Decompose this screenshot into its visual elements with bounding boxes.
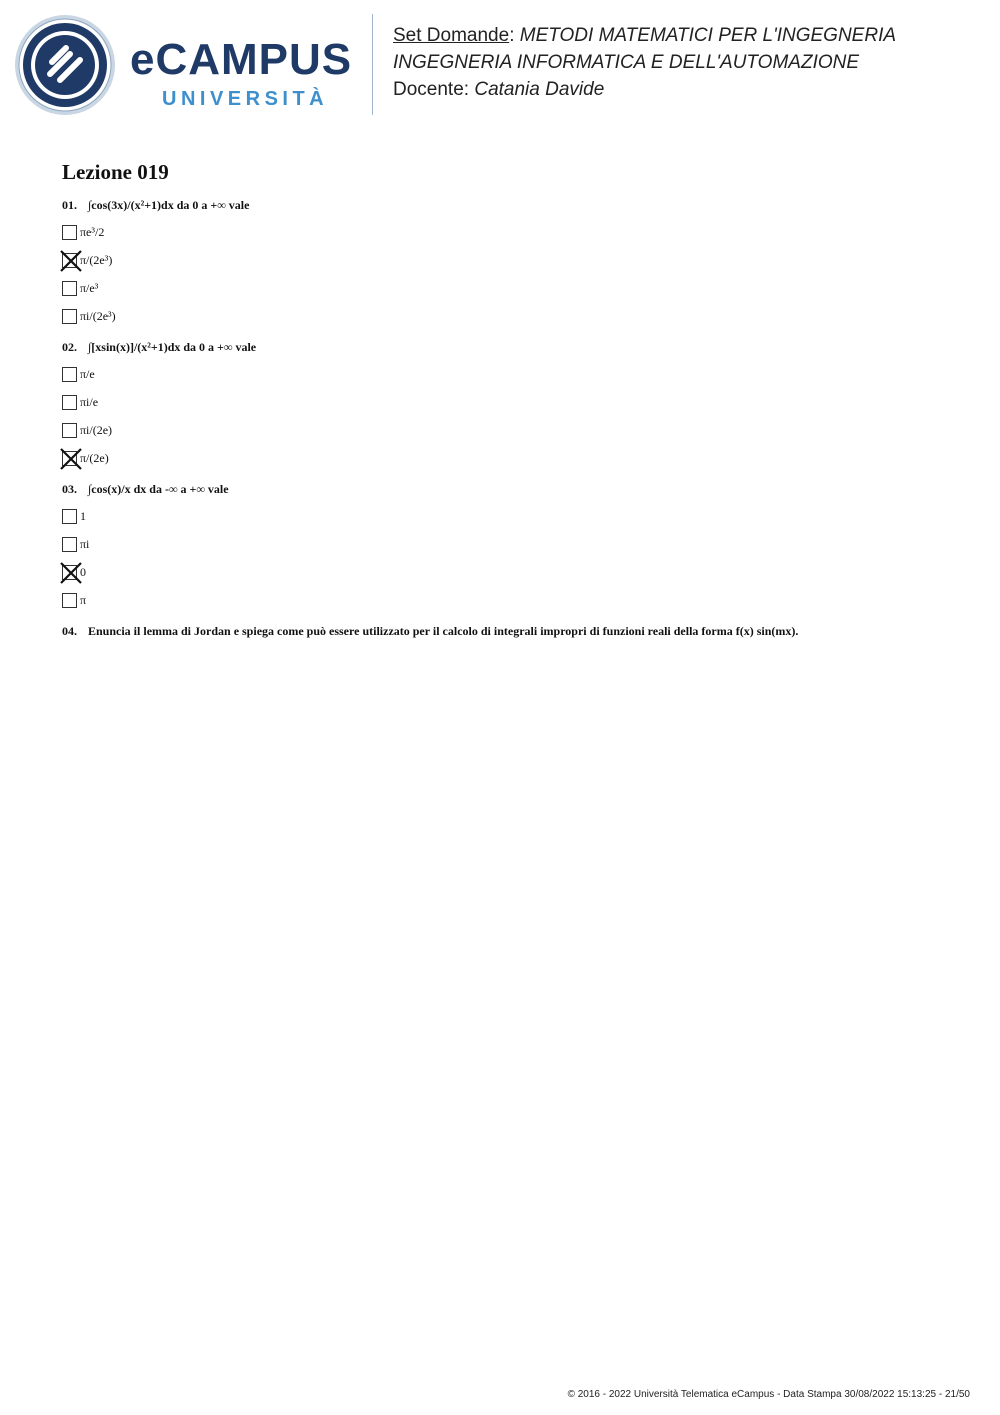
question-number: 03. bbox=[62, 482, 77, 496]
question-text bbox=[62, 338, 962, 356]
docente-name: Catania Davide bbox=[474, 79, 605, 100]
answer-option[interactable] bbox=[62, 448, 962, 468]
logo-text: eCAMPUS bbox=[130, 35, 353, 84]
option-label: 0 bbox=[80, 564, 86, 579]
question-text bbox=[62, 480, 962, 498]
answer-option[interactable] bbox=[62, 278, 962, 298]
checked-checkbox[interactable] bbox=[62, 565, 77, 580]
question-text bbox=[62, 622, 962, 640]
answer-option[interactable] bbox=[62, 534, 962, 554]
question-text bbox=[62, 196, 962, 214]
question-3 bbox=[62, 480, 962, 610]
option-label: πe³/2 bbox=[80, 224, 105, 239]
checkbox[interactable] bbox=[62, 395, 77, 410]
question-number: 04. bbox=[62, 624, 77, 638]
answer-option[interactable] bbox=[62, 250, 962, 270]
answer-option[interactable] bbox=[62, 222, 962, 242]
answer-option[interactable] bbox=[62, 506, 962, 526]
page-footer: © 2016 - 2022 Università Telematica eCampus - Data Stampa 30/08/2022 15:13:25 - 21/50 bbox=[567, 1389, 970, 1400]
option-label: π/e bbox=[80, 366, 95, 381]
checkbox[interactable] bbox=[62, 309, 77, 324]
question-prompt: ∫[xsin(x)]/(x²+1)dx da 0 a +∞ vale bbox=[88, 340, 257, 354]
checked-checkbox[interactable] bbox=[62, 253, 77, 268]
option-label: π/e³ bbox=[80, 280, 99, 295]
docente-label: Docente bbox=[393, 79, 464, 100]
checkbox[interactable] bbox=[62, 423, 77, 438]
option-label: π bbox=[80, 592, 87, 607]
page-header bbox=[0, 0, 1000, 130]
course-program: INGEGNERIA INFORMATICA E DELL'AUTOMAZIONE bbox=[393, 52, 860, 73]
checkbox[interactable] bbox=[62, 537, 77, 552]
question-prompt: ∫cos(3x)/(x²+1)dx da 0 a +∞ vale bbox=[88, 198, 250, 212]
answer-option[interactable] bbox=[62, 364, 962, 384]
answer-option[interactable] bbox=[62, 420, 962, 440]
cross-mark-icon bbox=[60, 562, 82, 584]
header-divider bbox=[372, 14, 373, 115]
course-title: METODI MATEMATICI PER L'INGEGNERIA bbox=[519, 25, 897, 46]
question-2 bbox=[62, 338, 962, 468]
answer-option[interactable] bbox=[62, 590, 962, 610]
ecampus-wordmark bbox=[130, 35, 353, 111]
cross-mark-icon bbox=[60, 250, 82, 272]
checkbox[interactable] bbox=[62, 281, 77, 296]
answer-option[interactable] bbox=[62, 392, 962, 412]
checkbox[interactable] bbox=[62, 593, 77, 608]
option-label: πi/(2e³) bbox=[80, 308, 116, 323]
checkbox[interactable] bbox=[62, 225, 77, 240]
option-label: πi/e bbox=[80, 394, 99, 409]
question-number: 02. bbox=[62, 340, 77, 354]
answer-option[interactable] bbox=[62, 306, 962, 326]
option-label: π/(2e³) bbox=[80, 252, 113, 267]
option-label: πi/(2e) bbox=[80, 422, 113, 437]
course-info: Set Domande: METODI MATEMATICI PER L'INGEGNERIA INGEGNERIA INFORMATICA E DELL'AUTOMAZIONE Docente: Catania Davide bbox=[393, 25, 897, 100]
set-label: Set Domande bbox=[393, 25, 510, 46]
checkbox[interactable] bbox=[62, 509, 77, 524]
question-number: 01. bbox=[62, 198, 77, 212]
question-list bbox=[62, 196, 962, 652]
question-1 bbox=[62, 196, 962, 326]
question-prompt: Enuncia il lemma di Jordan e spiega come può essere utilizzato per il calcolo di integrali impropri di funzioni reali della forma f(x) sin(mx). bbox=[88, 624, 799, 638]
answer-option[interactable] bbox=[62, 562, 962, 582]
option-label: πi bbox=[80, 536, 90, 551]
checked-checkbox[interactable] bbox=[62, 451, 77, 466]
option-label: π/(2e) bbox=[80, 450, 109, 465]
ecampus-seal-logo bbox=[14, 14, 116, 116]
option-label: 1 bbox=[80, 508, 86, 523]
question-4 bbox=[62, 622, 962, 640]
logo-subtext: UNIVERSITÀ bbox=[162, 88, 329, 110]
lesson-title: Lezione 019 bbox=[62, 160, 169, 184]
question-prompt: ∫cos(x)/x dx da -∞ a +∞ vale bbox=[88, 482, 229, 496]
cross-mark-icon bbox=[60, 448, 82, 470]
checkbox[interactable] bbox=[62, 367, 77, 382]
